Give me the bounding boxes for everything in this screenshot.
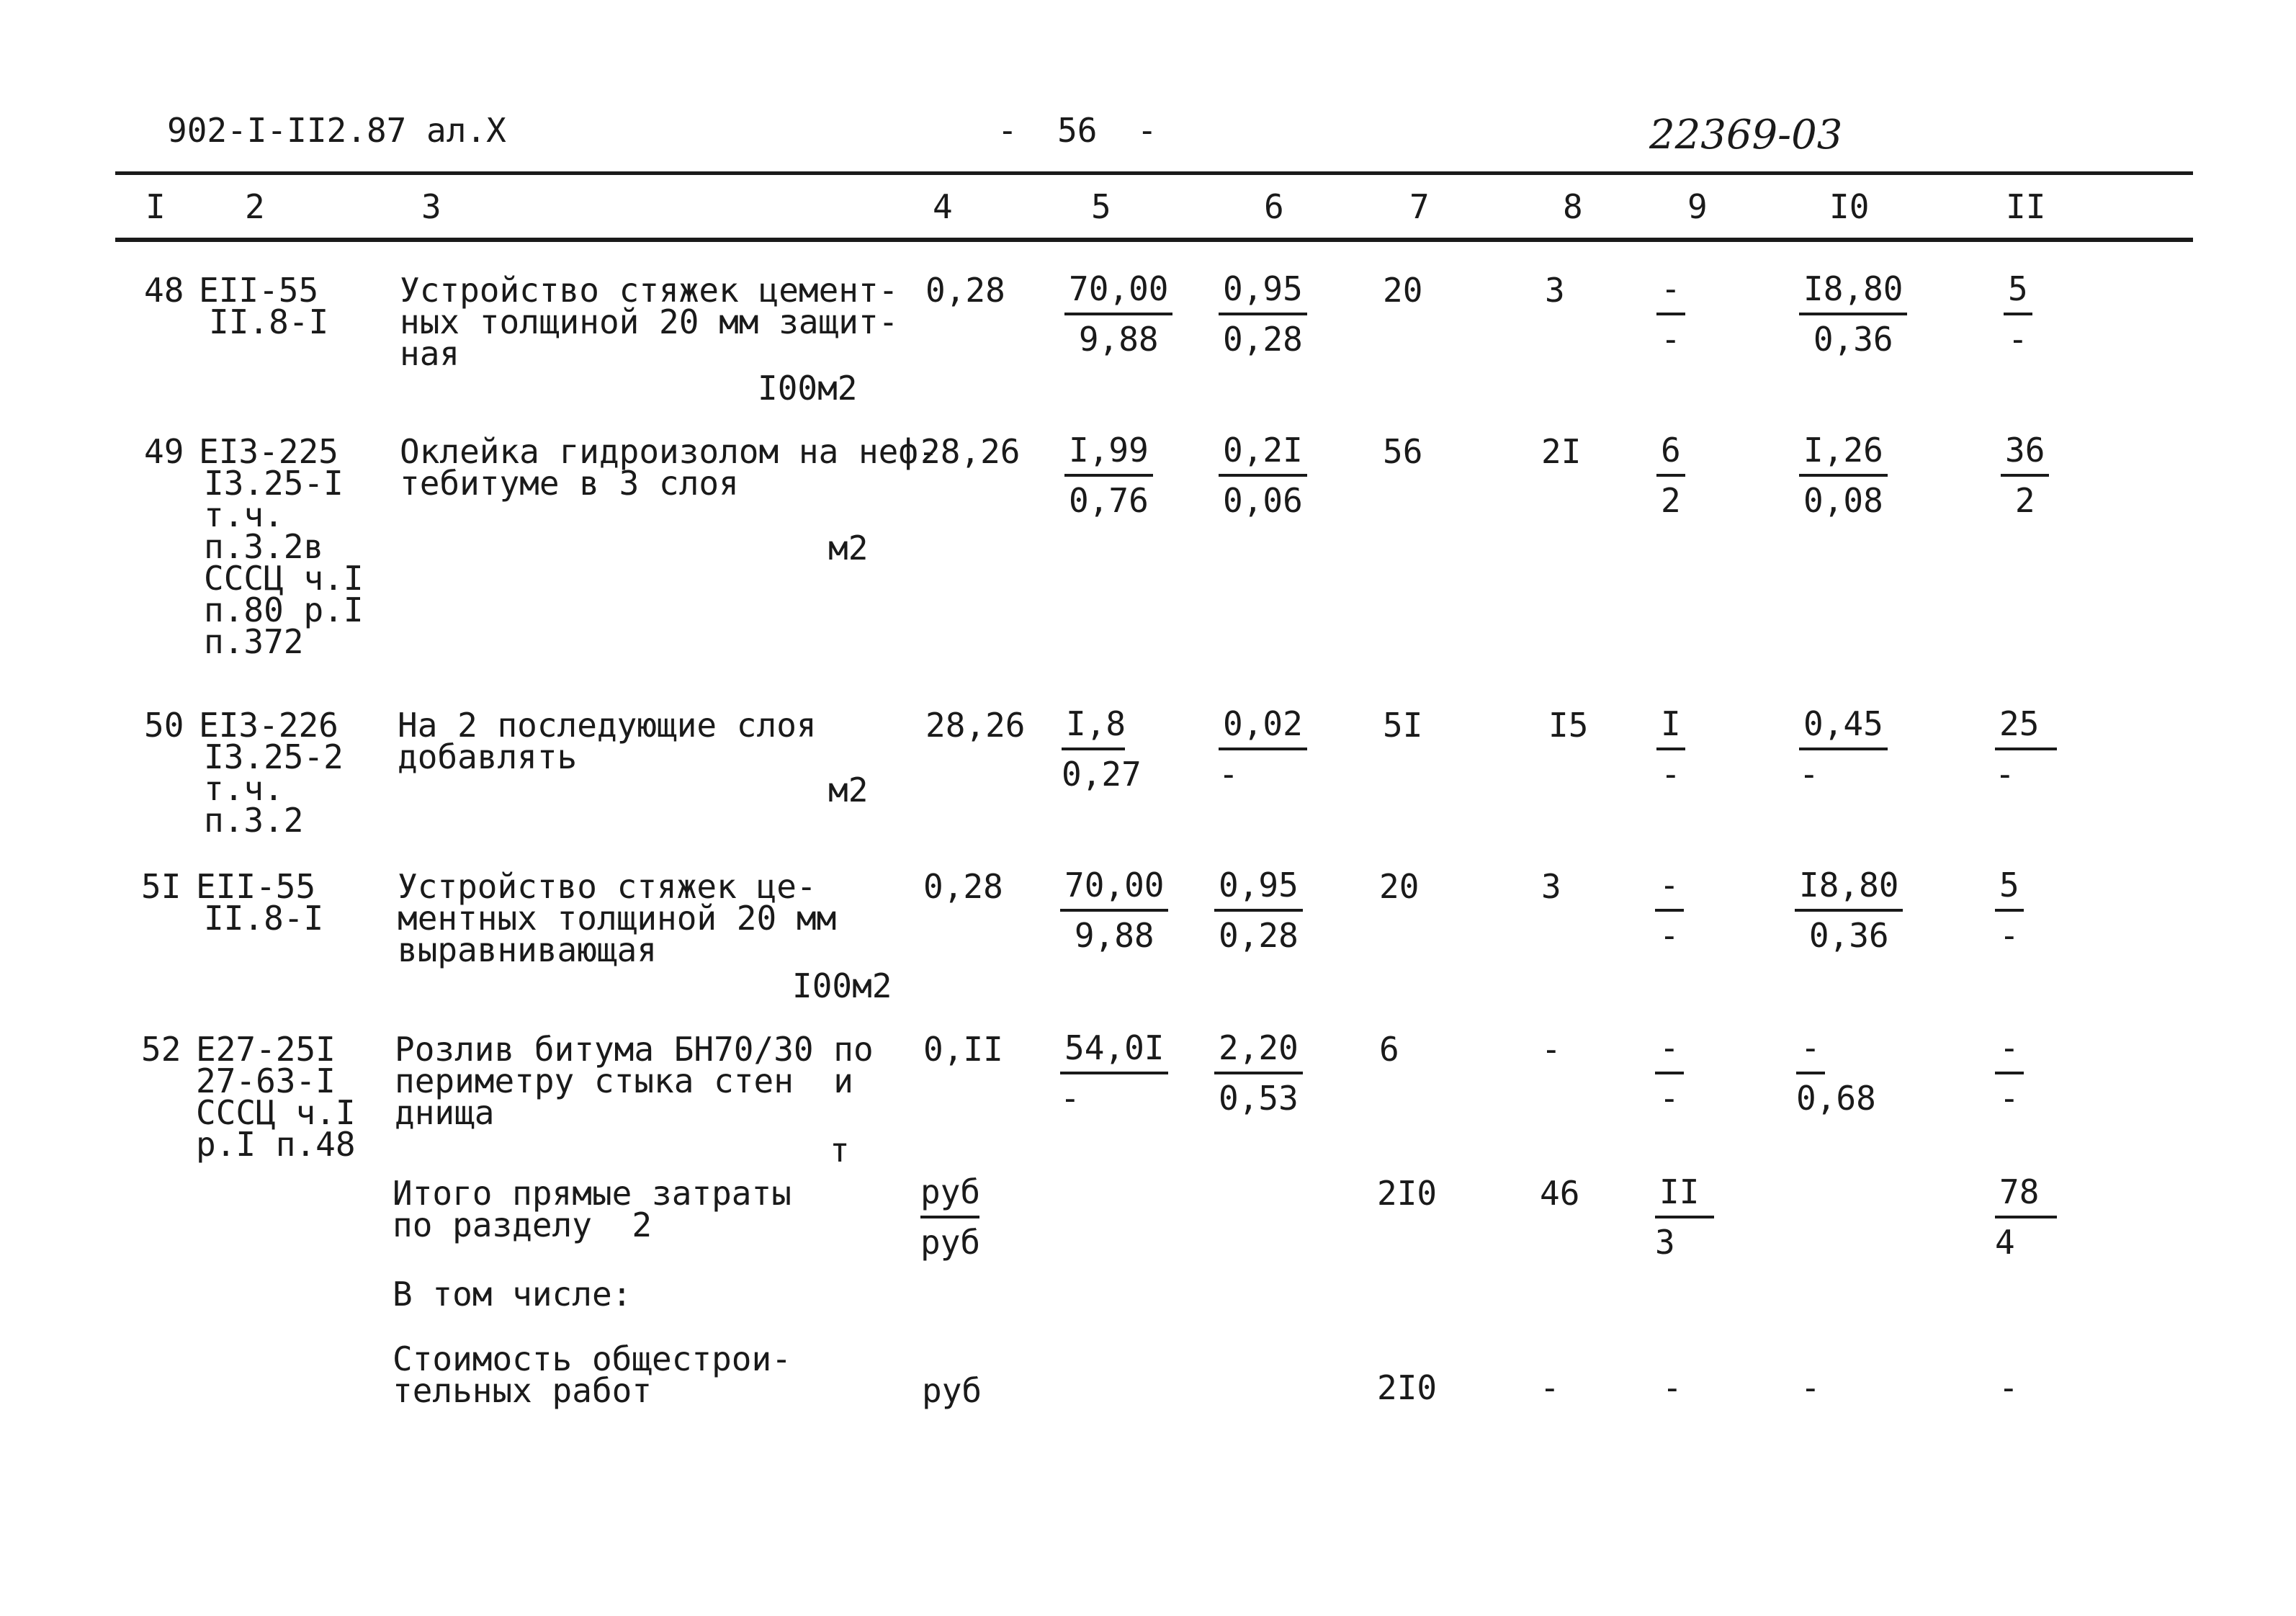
cost-fraction-9: I - [1656,707,1685,791]
cost-fraction-9: 6 2 [1656,434,1685,517]
totals-fraction-9: II 3 [1655,1175,1714,1259]
cost-fraction-5: I,8 0,27 [1062,704,1142,794]
cost-fraction-6: 0,95 0,28 [1219,272,1307,356]
cost-fraction-5: 70,00 9,88 [1064,272,1172,356]
unit: м2 [828,529,869,567]
value-8: 2I [1541,432,1582,471]
code-line: I3.25-2 [204,737,344,776]
description-line: Розлив битума БН70/30 по [395,1030,874,1069]
description-line: ментных толщиной 20 мм [398,899,837,938]
description-line: выравнивающая [398,930,658,969]
cost-fraction-9: - - [1655,868,1684,952]
value-8: I5 [1548,706,1589,745]
quantity: 28,26 [925,706,1026,745]
cost-fraction-11: 5 - [1995,868,2024,952]
code-line: 27-63-I [196,1061,336,1100]
column-header-8: 8 [1563,187,1583,226]
cost-fraction-5: 54,0I - [1060,1031,1168,1115]
code-line: т.ч. [204,495,284,534]
code-line: п.3.2в [204,527,324,566]
totals-value-7: 2I0 [1377,1174,1438,1213]
description-line: Устройство стяжек цемент- [400,271,899,310]
code-line: п.3.2 [204,801,304,840]
cost-fraction-6: 0,02 - [1219,707,1307,791]
document-number: 22369-03 [1649,112,1843,158]
value-7: 20 [1379,867,1420,906]
code-line: I3.25-I [204,464,344,503]
cost-fraction-6: 0,2I 0,06 [1219,434,1307,517]
code-line: т.ч. [204,769,284,808]
cost-fraction-5: I,99 0,76 [1064,434,1153,517]
general-value-8: - [1540,1368,1560,1407]
column-header-7: 7 [1409,187,1430,226]
cost-fraction-6: 0,95 0,28 [1214,868,1303,952]
unit: м2 [828,771,869,809]
description-line: На 2 последующие слоя [398,706,817,745]
value-7: 56 [1383,432,1423,471]
unit: I00м2 [758,369,858,408]
cost-fraction-10: 0,45 - [1799,707,1888,791]
table-top-rule [115,171,2193,175]
value-7: 5I [1383,706,1423,745]
column-header-10: I0 [1829,187,1870,226]
column-header-4: 4 [933,187,953,226]
cost-fraction-11: 36 2 [2001,434,2049,517]
code-line: EII-55 [196,867,316,906]
column-header-5: 5 [1091,187,1111,226]
description-line: добавлять [398,737,578,776]
totals-description: по разделу 2 [393,1206,653,1244]
cost-fraction-11: - - [1995,1031,2024,1115]
quantity: 28,26 [920,432,1021,471]
quantity: 0,28 [923,867,1003,906]
row-number: 48 [144,271,184,310]
general-value-9: - [1662,1368,1682,1407]
cost-fraction-10: I,26 0,08 [1799,434,1888,517]
cost-fraction-10: I8,80 0,36 [1799,272,1907,356]
unit: I00м2 [792,966,892,1005]
totals-value-8: 46 [1540,1174,1580,1213]
description-line: Оклейка гидроизолом на неф- [400,432,938,471]
value-7: 6 [1379,1030,1399,1069]
code-line: II.8-I [204,899,324,938]
code-line: СССЦ ч.I [204,559,364,598]
description-line: днища [395,1093,495,1132]
unit: т [830,1131,850,1170]
cost-fraction-9: - - [1656,272,1685,356]
value-8: 3 [1541,867,1561,906]
quantity: 0,II [923,1030,1003,1069]
general-value-11: - [1999,1368,2019,1407]
cost-fraction-11: 25 - [1995,707,2057,791]
table-header-rule [115,238,2193,242]
description-line: ных толщиной 20 мм защит- [400,302,899,341]
totals-fraction-11: 78 4 [1995,1175,2057,1259]
general-value-10: - [1801,1368,1821,1407]
row-number: 52 [141,1030,181,1069]
cost-fraction-10: - 0,68 [1796,1028,1876,1118]
cost-fraction-10: I8,80 0,36 [1795,868,1903,952]
cost-fraction-5: 70,00 9,88 [1060,868,1168,952]
description-line: периметру стыка стен и [395,1061,853,1100]
document-code: 902-I-II2.87 ал.X [167,111,506,150]
cost-fraction-9: - - [1655,1031,1684,1115]
including-label: В том числе: [393,1275,632,1314]
row-number: 49 [144,432,184,471]
column-header-11: II [2006,187,2046,226]
column-header-6: 6 [1264,187,1284,226]
general-unit: руб [922,1371,982,1410]
code-line: п.372 [204,622,304,661]
value-8: 3 [1545,271,1565,310]
code-line: II.8-I [209,302,329,341]
quantity: 0,28 [925,271,1005,310]
row-number: 5I [141,867,181,906]
general-value-7: 2I0 [1377,1368,1438,1407]
code-line: E27-25I [196,1030,336,1069]
column-header-1: I [145,187,166,226]
cost-fraction-11: 5 - [2004,272,2032,356]
row-number: 50 [144,706,184,745]
code-line: СССЦ ч.I [196,1093,356,1132]
column-header-3: 3 [421,187,441,226]
totals-unit-fraction: руб руб [920,1172,981,1262]
column-header-9: 9 [1687,187,1708,226]
description-line: ная [400,334,460,373]
general-description: Стоимость общестрои- [393,1339,792,1378]
value-7: 20 [1383,271,1423,310]
description-line: Устройство стяжек це- [398,867,817,906]
code-line: EI3-225 [199,432,338,471]
code-line: EII-55 [199,271,319,310]
value-8: - [1541,1030,1561,1069]
code-line: п.80 р.I [204,591,364,629]
code-line: р.I п.48 [196,1125,356,1164]
general-description: тельных работ [393,1371,653,1410]
description-line: тебитуме в 3 слоя [400,464,739,503]
totals-description: Итого прямые затраты [393,1174,792,1213]
page-number: - 56 - [997,111,1157,150]
column-header-2: 2 [245,187,265,226]
cost-fraction-6: 2,20 0,53 [1214,1031,1303,1115]
code-line: EI3-226 [199,706,338,745]
